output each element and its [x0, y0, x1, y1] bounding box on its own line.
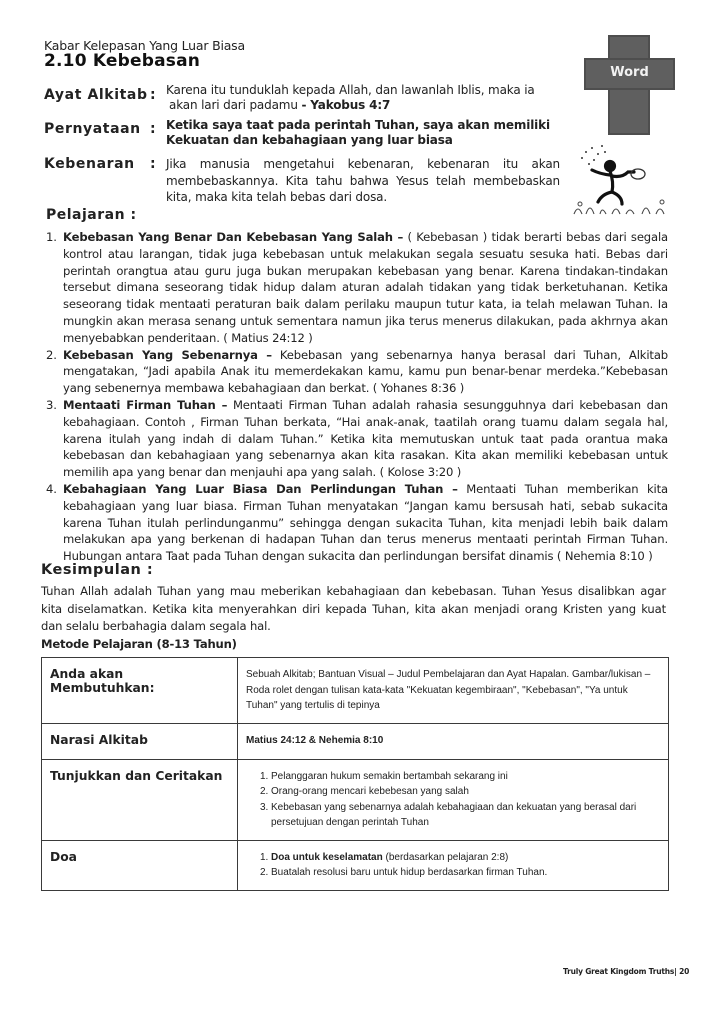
lesson-body: Mentaati Firman Tuhan adalah rahasia sesungguhnya dari kebebasan dan kebahagiaan. Contoh , Firman Tuhan berkata, “Hai anak-anak, taatilah orang tuamu dalam segala hal, karena itulah yang indah di dalam Tuhan.” Ketika kita memutuskan untuk taat pada orantua maka kebebasan dan kebahagiaan yang sebenarnya akan kita rasakan. Kita akan memiliki kebebasan untuk memilih apa yang benar dan menjauhi apa yang salah. ( Kolose 3:20 ) — [63, 397, 668, 480]
running-person-with-basket-icon — [572, 142, 672, 218]
pernyataan-colon: : — [150, 121, 156, 137]
item-number: 3. — [260, 801, 269, 813]
lesson-item — [46, 397, 668, 481]
kebenaran-label: Kebenaran — [44, 156, 135, 172]
ayat-alkitab-colon: : — [150, 87, 156, 103]
metode-table — [41, 657, 669, 891]
kesimpulan-heading: Kesimpulan : — [41, 562, 154, 578]
row-label: Anda akan Membutuhkan: — [42, 658, 238, 724]
ayat-alkitab-label: Ayat Alkitab — [44, 87, 148, 103]
table-row — [42, 723, 669, 759]
item-text: Kebebasan yang sebenarnya adalah kebahagiaan dan kekuatan yang berasal dari persetujuan dengan perintah Tuhan — [271, 801, 637, 828]
page-title: 2.10 Kebebasan — [44, 51, 201, 71]
row-value — [238, 759, 669, 840]
lesson-item — [46, 481, 668, 565]
lesson-body: Kebebasan yang sebenarnya hanya berasal dari Tuhan, Alkitab mengatakan, “Jadi apabila Anak itu memerdekakan kamu, kamu pun benar-benar merdeka.”Kebebasan yang sebenernya membawa kebahagiaan dan berkat. ( Yohanes 8:36 ) — [63, 347, 668, 396]
lesson-number: 1. — [46, 230, 57, 244]
lesson-item — [46, 229, 668, 347]
pernyataan-line-1: Ketika saya taat pada perintah Tuhan, saya akan memiliki — [166, 118, 550, 132]
lesson-title: Mentaati Firman Tuhan – — [63, 397, 228, 412]
item-number: 2. — [260, 867, 269, 878]
item-bold-text: Doa untuk keselamatan — [271, 851, 383, 863]
list-item — [260, 865, 660, 881]
kesimpulan-text: Tuhan Allah adalah Tuhan yang mau meberikan kebahagiaan dan kebebasan. Tuhan Yesus disalibkan agar kita diselamatkan. Ketika kita menyerahkan diri kepada Tuhan, kita akan menjadi orang Kristen yang kuat dan selalu berbahagia dalam segala hal. — [41, 584, 666, 633]
kebenaran-colon: : — [150, 156, 156, 172]
item-number: 1. — [260, 770, 269, 782]
list-item — [260, 800, 660, 831]
pernyataan-line-2: Kekuatan dan kebahagiaan yang luar biasa — [166, 133, 453, 147]
series-title: Kabar Kelepasan Yang Luar Biasa — [44, 38, 245, 53]
page-footer: Truly Great Kingdom Truths| 20 — [563, 967, 690, 976]
ayat-line-2: akan lari dari padamu — [169, 98, 298, 112]
lesson-number: 3. — [46, 397, 57, 412]
pernyataan-text — [166, 118, 556, 148]
metode-heading: Metode Pelajaran (8-13 Tahun) — [41, 637, 237, 651]
lesson-body: Mentaati Tuhan memberikan kita kebahagiaan yang luar biasa. Firman Tuhan menyatakan “Jangan kamu bersusah hati, sebab sukacita karena Tuhan itulah perlindunganmu” sehingga dengan sukacita Tuhan, kita menjadi lebih baik dalam melakukan apa yang berkenan di hadapan Tuhan dan terus menerus mentaati perintah Firman Tuhan. Hubungan antara Taat pada Tuhan dengan sukacita dan perlindungan bersifat dinamis ( Nehemia 8:10 ) — [63, 481, 668, 564]
row-value: Matius 24:12 & Nehemia 8:10 — [238, 723, 669, 759]
table-row — [42, 658, 669, 724]
item-number: 2. — [260, 786, 269, 797]
list-item — [260, 784, 660, 800]
lesson-title: Kebahagiaan Yang Luar Biasa Dan Perlindungan Tuhan – — [63, 481, 458, 496]
lesson-list — [46, 229, 668, 565]
table-row — [42, 759, 669, 840]
ayat-reference: - Yakobus 4:7 — [301, 98, 391, 112]
ayat-line-1: Karena itu tunduklah kepada Allah, dan lawanlah Iblis, maka ia — [166, 83, 535, 97]
lesson-title: Kebebasan Yang Sebenarnya – — [63, 347, 272, 362]
list-item — [260, 850, 660, 866]
pernyataan-label: Pernyataan — [44, 121, 141, 137]
item-text: Buatalah resolusi baru untuk hidup berdasarkan firman Tuhan. — [271, 867, 548, 878]
row-label: Doa — [42, 840, 238, 890]
lesson-number: 4. — [46, 481, 57, 496]
table-row — [42, 840, 669, 890]
row-value: Sebuah Alkitab; Bantuan Visual – Judul Pembelajaran dan Ayat Hapalan. Gambar/lukisan – Roda rolet dengan tulisan kata-kata "Kekuatan kegembiraan", "Kebebasan", "Ya untuk Tuhan" yang tertulis di tepinya — [238, 658, 669, 724]
lesson-title: Kebebasan Yang Benar Dan Kebebasan Yang Salah – — [63, 230, 404, 244]
lesson-number: 2. — [46, 347, 57, 362]
pelajaran-heading: Pelajaran : — [46, 207, 137, 223]
list-item — [260, 769, 660, 785]
row-value — [238, 840, 669, 890]
row-label: Narasi Alkitab — [42, 723, 238, 759]
kebenaran-text: Jika manusia mengetahui kebenaran, kebenaran itu akan membebaskannya. Kita tahu bahwa Yesus telah membebaskan kita, maka kita telah bebas dari dosa. — [166, 157, 560, 204]
item-number: 1. — [260, 851, 269, 863]
ayat-alkitab-text — [166, 83, 546, 113]
row-label: Tunjukkan dan Ceritakan — [42, 759, 238, 840]
item-text: Orang-orang mencari kebebesan yang salah — [271, 786, 469, 797]
lesson-body: ( Kebebasan ) tidak berarti bebas dari segala kontrol atau larangan, tidak juga kebebasan untuk melakukan segala sesuatu sesuka hati. Bebas dari perintah orangtua atau guru juga bukan merupakan kebebasan yang benar. Karena tindakan-tindakan tersebut dimana seseorang tidak hidup dalam aturan adalah tidakan yang tidak berketuhanan. Ketika seseorang tidak mentaati peraturan baik dalam perilaku maupun tutur kata, ia telah melawan Tuhan. Ia mungkin akan merasa senang untuk sementara namun jika terus menerus dilakukan, pada akhrnya akan menyebabkan penderitaan. ( Matius 24:12 ) — [63, 230, 668, 345]
lesson-item — [46, 347, 668, 397]
item-text: Pelanggaran hukum semakin bertambah sekarang ini — [271, 770, 508, 782]
cross-badge-label: Word — [610, 65, 649, 80]
item-text: (berdasarkan pelajaran 2:8) — [382, 851, 509, 863]
